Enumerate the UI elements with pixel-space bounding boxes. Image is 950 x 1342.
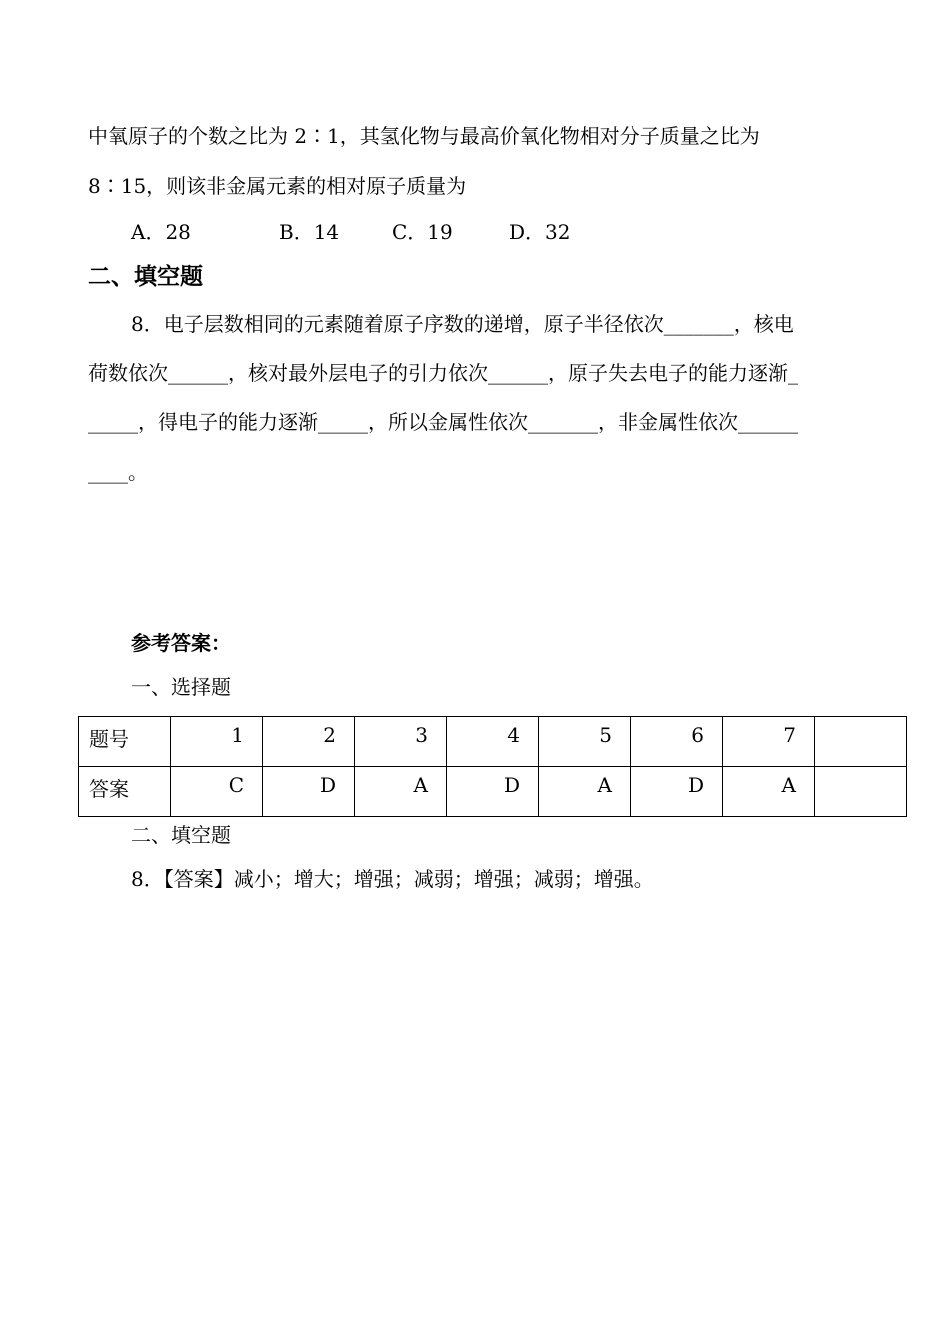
question-8-line-3: _____，得电子的能力逐渐_____，所以金属性依次_______，非金属性依次______	[88, 410, 798, 434]
table-cell: D	[263, 767, 355, 817]
answers-section-2: 二、填空题	[131, 823, 231, 847]
option-c: C．19	[392, 220, 453, 244]
table-cell	[815, 717, 907, 767]
table-cell: A	[723, 767, 815, 817]
table-cell: 6	[631, 717, 723, 767]
table-cell: D	[447, 767, 539, 817]
table-cell: 4	[447, 717, 539, 767]
option-d: D．32	[509, 220, 571, 244]
question-8-line-1: 8．电子层数相同的元素随着原子序数的递增，原子半径依次_______，核电	[131, 312, 794, 336]
question-8-line-2: 荷数依次______，核对最外层电子的引力依次______，原子失去电子的能力逐渐_	[88, 361, 798, 385]
table-cell-label: 题号	[79, 717, 171, 767]
answer-table	[78, 716, 907, 817]
option-a: A．28	[131, 220, 191, 244]
table-row	[79, 717, 907, 767]
question-7-line-2: 8∶15，则该非金属元素的相对原子质量为	[88, 174, 467, 198]
table-cell: 5	[539, 717, 631, 767]
question-7-line-1: 中氧原子的个数之比为 2∶1，其氢化物与最高价氧化物相对分子质量之比为	[88, 124, 760, 148]
option-b: B．14	[279, 220, 340, 244]
section-heading-fill-in: 二、填空题	[88, 264, 203, 290]
table-cell: 3	[355, 717, 447, 767]
table-cell: 7	[723, 717, 815, 767]
table-cell: 2	[263, 717, 355, 767]
question-8-line-4: ____。	[88, 460, 148, 484]
table-cell-label: 答案	[79, 767, 171, 817]
table-cell: A	[539, 767, 631, 817]
table-cell: A	[355, 767, 447, 817]
table-cell	[815, 767, 907, 817]
table-cell: C	[171, 767, 263, 817]
answers-section-1: 一、选择题	[131, 675, 231, 699]
question-8-answer: 8．【答案】减小；增大；增强；减弱；增强；减弱；增强。	[131, 867, 654, 891]
table-cell: 1	[171, 717, 263, 767]
table-cell: D	[631, 767, 723, 817]
answers-title: 参考答案：	[131, 631, 231, 655]
table-row	[79, 767, 907, 817]
